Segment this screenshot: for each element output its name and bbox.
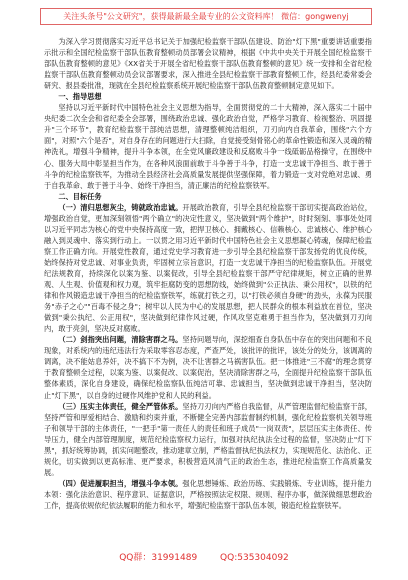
document-body bbox=[44, 36, 372, 511]
footer-contact bbox=[0, 550, 408, 563]
footer-qq: QQ:535304092 bbox=[220, 553, 289, 563]
section-heading-goals: 二、目标任务 bbox=[58, 191, 102, 201]
goal-4-heading: （四）促进履职担当，增强斗争本领。 bbox=[58, 478, 183, 488]
goal-3-heading: （三）压实主体责任，健全严管体系。 bbox=[58, 401, 183, 411]
goal-2-text: 坚持问题导向，深挖细查自身队伍中存在的突出问题和不良现象，对系统内的违纪违法行为采取零容忍态度，严查严处，该批评的批评，该处分的处分，该调离的调离，决不能姑息养奸，决不搞下不为例，决不让害群之马祸害队伍。把一体推进"三不腐"的理念贯穿于教育整顿全过程，以案为鉴、以案促改、以案促治，坚决清除害群之马，全面提升纪检监察干部队伍整体素质，深化自身建设，确保纪检监察队伍纯洁可靠、忠诚担当，坚决做到忠诚干净担当，坚决防止"灯下黑"，以自身的过硬作风维护党和人民的利益。 bbox=[44, 335, 372, 400]
goal-3-paragraph bbox=[44, 401, 372, 478]
top-banner: 关注头条号"公文研究"，获得最新最全最专业的公文资料库！ 微信：gongwenyj bbox=[40, 8, 372, 25]
section-heading-guiding-ideology: 一、指导思想 bbox=[58, 92, 102, 102]
goal-4-paragraph bbox=[44, 478, 372, 511]
goal-1-text: 开展政治教育，引导全县纪检监察干部切实提高政治站位，增强政治自觉，更加深刻领悟"两个确立"的决定性意义，坚决做到"两个维护"，时时刻刻、事事处处同以习近平同志为核心的党中央保持高度一致，把捍卫核心、拥戴核心、信赖核心、忠诚核心、维护核心融入到灵魂中、落实到行动上。一以贯之用习近平新时代中国特色社会主义思想凝心铸魂，保障纪检监察工作正确方向。开展党性教育，通过党史学习教育进一步引导全县纪检监察干部发扬党的优良传统，始终保持对党忠诚、对事业负责，牢固树立宗旨意识，打造一支忠诚干净担当的纪检监察队伍。开展党纪法规教育，持续深化以案为鉴、以案促改，引导全县纪检监察干部严守纪律规矩，树立正确的世界观、人生观、价值观和权力观，筑牢拒腐防变的思想防线，始终做到"公正执法、秉公用权"，以铁的纪律和作风锻造忠诚干净担当的纪检监察铁军，练就打铁之刃，以"打铁必须自身硬"的劲头，永葆为民服务"赤子之心""百毒不侵之身"；树牢以人民为中心的发展思想，把人民群众的根本利益放在首位，坚决做到"秉公执纪、公正用权"，坚决做到纪律作风过硬，作风攻坚克难勇于担当作为，坚决做到刀刃向内，敢于亮剑，坚决反对腐败。 bbox=[44, 202, 372, 334]
goal-4-text: 强化思想锤炼、政治历练、实践锻炼、专业训练，提升能力本领：强化法治意识、程序意识、证据意识，严格按照法定权限、规则、程序办事，做深做细思想政治工作，提高依规依纪依法履职的能力和水平，增强纪检监察干部队伍本领，锻造纪检监察铁军。 bbox=[44, 478, 372, 510]
intro-paragraph: 为深入学习贯彻落实习近平总书记关于加强纪检监察干部队伍建设、防治"灯下黑"重要讲话重要指示批示和全国纪检监察干部队伍教育整顿动员部署会议精神，根据《中共中央关于开展全国纪检监察干部队伍教育整顿的意见》《XX省关于开展全省纪检监察干部队伍教育整顿的意见》统一安排和全省纪检监察干部队伍教育整顿动员会议部署要求，深入推进全县纪检监察干部教育整顿工作，经县纪委常委会研究、报县委批准，现就在全县纪检监察系统开展纪检监察干部队伍教育整顿制定意见如下。 bbox=[44, 37, 372, 91]
goal-3-text: 坚持刀刃向内严格自我监督，从严管理监督纪检监察干部，坚持严管和厚爱相结合、激励和约束并重，不断健全完善内部监督制约机制，强化纪检监察机关领导班子和领导干部的主体责任，"一把手"第一责任人的责任和班子成员"一岗双责"，层层压实主体责任、传导压力，健全内部管理制度，规范纪检监察权力运行，加强对执纪执法全过程的监督，坚决防止"灯下黑"，抓好统筹协调，抓实问题整改，推动建章立制，严格监督执纪执法权力，实现规范化、法治化、正规化，切实做到以更高标准、更严要求，积极营造风清气正的政治生态，推进纪检监察工作高质量发展。 bbox=[44, 401, 372, 477]
footer-qq-group: QQ群：31991489 bbox=[119, 553, 198, 563]
goal-2-paragraph bbox=[44, 334, 372, 400]
goal-1-paragraph bbox=[44, 202, 372, 335]
goal-2-heading: （二）剑指突出问题，清除害群之马。 bbox=[58, 335, 183, 345]
goal-1-heading: （一）清归思想灰尘，铸就政治忠诚。 bbox=[58, 202, 183, 212]
guiding-ideology-paragraph: 坚持以习近平新时代中国特色社会主义思想为指导，全面贯彻党的二十大精神，深入落实二十届中央纪委二次全会和省纪委全会部署，围绕政治忠诚、强化政治自觉，严格学习教育、检视整治、巩固提升"三个环节"，教育纪检监察干部纯洁思想，清理整顿纯洁组织，刀刃向内自我革命，围绕"六个方面"，对照"六个是否"，对自身存在的问题进行大扫除，自觉接受刻骨铭心的革命性锻造和深入灵魂的精神洗礼，增强斗争精神，提升斗争本领，在全党风廉政建设和反腐败斗争一线砥砺品格操守，在围绕中心、服务大局中彰显担当作为，在各种风浪面前敢于斗争善于斗争，打造一支忠诚干净担当、敢于善于斗争的纪检监察铁军，为推动全县经济社会高质量发展提供坚强保障，着力锻造一支对党绝对忠诚、勇于自我革命、敢于善于斗争、始终干净担当，清正廉洁的纪检监察铁军。 bbox=[44, 103, 372, 190]
